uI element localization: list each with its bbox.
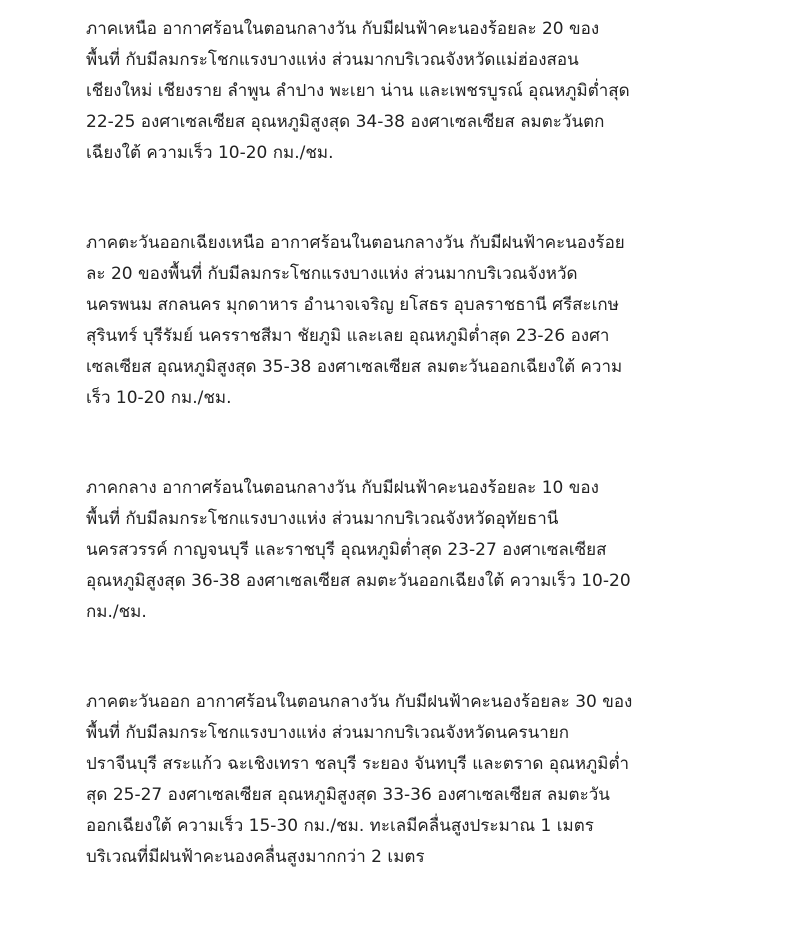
paragraph-line: สุด 25-27 องศาเซลเซียส อุณหภูมิสูงสุด 33-36 องศาเซลเซียส ลมตะวัน: [86, 785, 610, 805]
paragraph-line: ออกเฉียงใต้ ความเร็ว 15-30 กม./ชม. ทะเลมีคลื่นสูงประมาณ 1 เมตร: [86, 816, 594, 836]
paragraph-line: ละ 20 ของพื้นที่ กับมีลมกระโชกแรงบางแห่ง ส่วนมากบริเวณจังหวัด: [86, 264, 578, 284]
paragraph-line: เชียงใหม่ เชียงราย ลำพูน ลำปาง พะเยา น่าน และเพชรบูรณ์ อุณหภูมิต่ำสุด: [86, 81, 630, 101]
paragraph-line: ภาคตะวันออก อากาศร้อนในตอนกลางวัน กับมีฝนฟ้าคะนองร้อยละ 30 ของ: [86, 692, 633, 712]
weather-forecast-article: [86, 14, 706, 932]
paragraph-line: พื้นที่ กับมีลมกระโชกแรงบางแห่ง ส่วนมากบริเวณจังหวัดแม่ฮ่องสอน: [86, 50, 579, 70]
paragraph-line: ภาคเหนือ อากาศร้อนในตอนกลางวัน กับมีฝนฟ้าคะนองร้อยละ 20 ของ: [86, 19, 600, 39]
paragraph-line: 22-25 องศาเซลเซียส อุณหภูมิสูงสุด 34-38 องศาเซลเซียส ลมตะวันตก: [86, 112, 605, 132]
forecast-paragraph-central: [86, 473, 706, 628]
paragraph-line: สุรินทร์ บุรีรัมย์ นครราชสีมา ชัยภูมิ และเลย อุณหภูมิต่ำสุด 23-26 องศา: [86, 326, 610, 346]
paragraph-line: บริเวณที่มีฝนฟ้าคะนองคลื่นสูงมากกว่า 2 เมตร: [86, 847, 425, 867]
forecast-paragraph-northeast: [86, 228, 706, 414]
paragraph-line: เฉียงใต้ ความเร็ว 10-20 กม./ชม.: [86, 143, 334, 163]
paragraph-line: นครสวรรค์ กาญจนบุรี และราชบุรี อุณหภูมิต่ำสุด 23-27 องศาเซลเซียส: [86, 540, 607, 560]
forecast-paragraph-east: [86, 687, 706, 873]
paragraph-line: ภาคตะวันออกเฉียงเหนือ อากาศร้อนในตอนกลางวัน กับมีฝนฟ้าคะนองร้อย: [86, 233, 625, 253]
paragraph-line: อุณหภูมิสูงสุด 36-38 องศาเซลเซียส ลมตะวันออกเฉียงใต้ ความเร็ว 10-20: [86, 571, 631, 591]
paragraph-line: พื้นที่ กับมีลมกระโชกแรงบางแห่ง ส่วนมากบริเวณจังหวัดอุทัยธานี: [86, 509, 559, 529]
paragraph-line: ปราจีนบุรี สระแก้ว ฉะเชิงเทรา ชลบุรี ระยอง จันทบุรี และตราด อุณหภูมิต่ำ: [86, 754, 630, 774]
paragraph-line: นครพนม สกลนคร มุกดาหาร อำนาจเจริญ ยโสธร อุบลราชธานี ศรีสะเกษ: [86, 295, 619, 315]
paragraph-line: พื้นที่ กับมีลมกระโชกแรงบางแห่ง ส่วนมากบริเวณจังหวัดนครนายก: [86, 723, 569, 743]
paragraph-line: ภาคกลาง อากาศร้อนในตอนกลางวัน กับมีฝนฟ้าคะนองร้อยละ 10 ของ: [86, 478, 599, 498]
forecast-paragraph-north: [86, 14, 706, 169]
paragraph-line: เร็ว 10-20 กม./ชม.: [86, 388, 232, 408]
paragraph-line: กม./ชม.: [86, 602, 147, 622]
paragraph-line: เซลเซียส อุณหภูมิสูงสุด 35-38 องศาเซลเซียส ลมตะวันออกเฉียงใต้ ความ: [86, 357, 623, 377]
